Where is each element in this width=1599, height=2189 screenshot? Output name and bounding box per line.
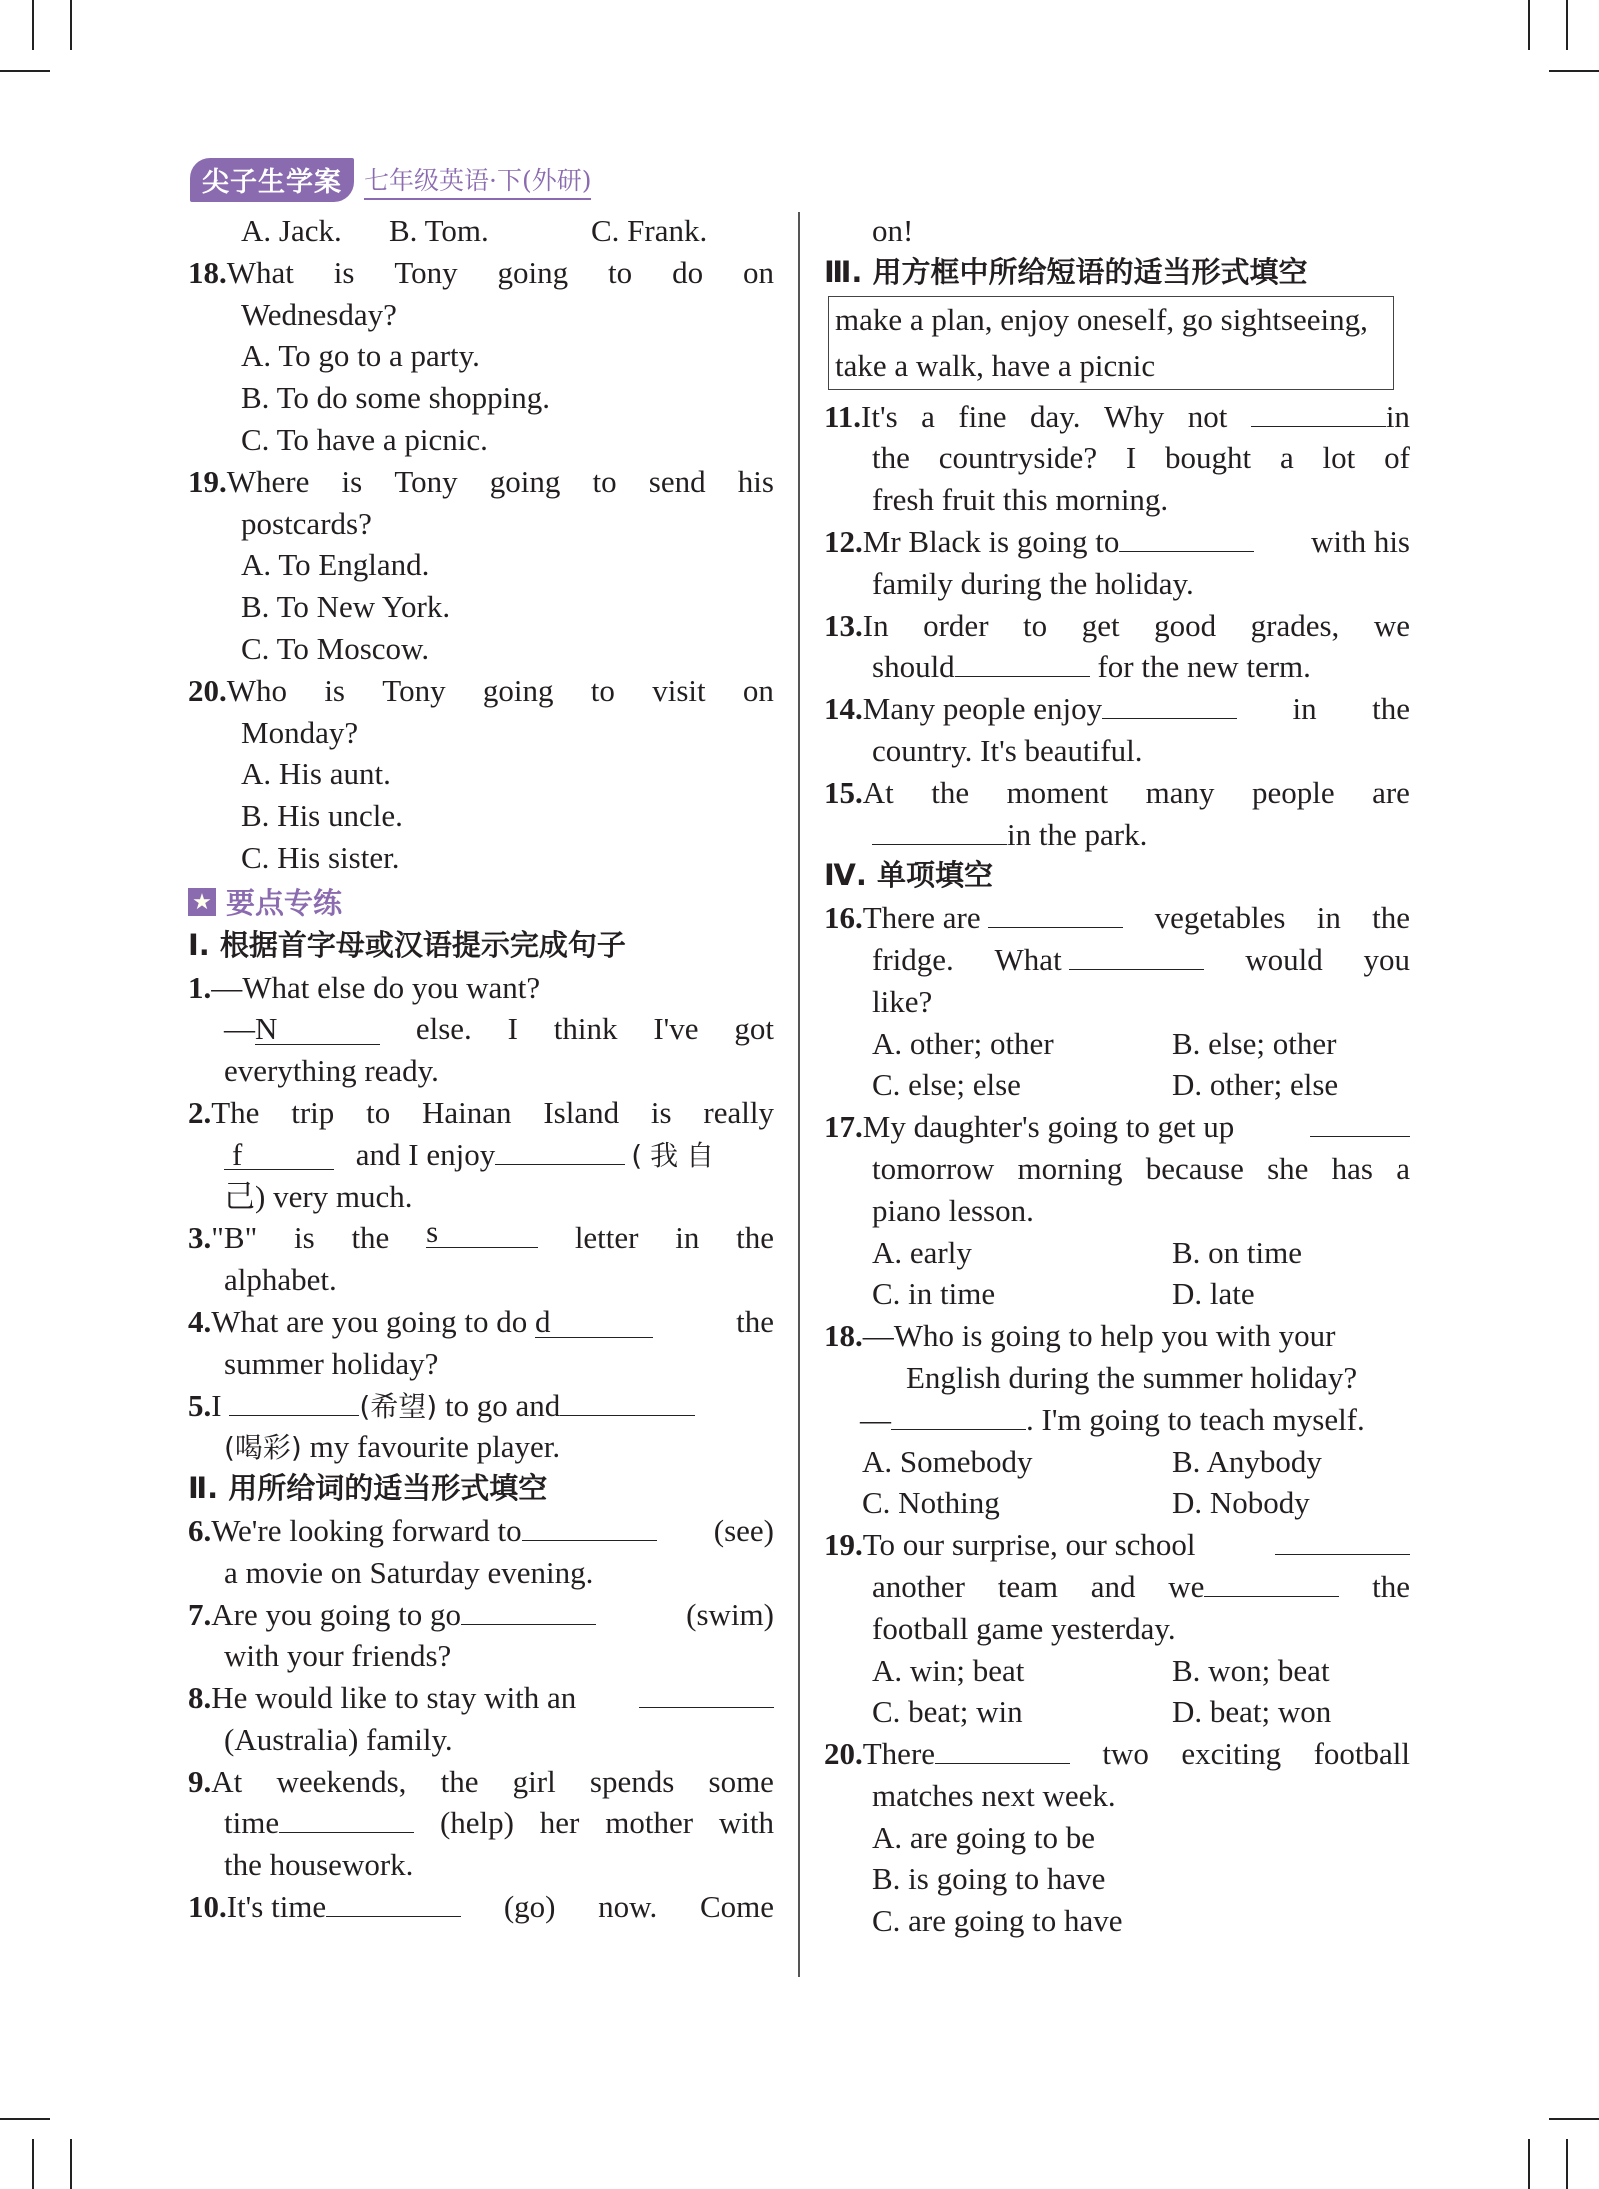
question-10: 10.It's time (go) now. Come [188,1886,774,1928]
answer-blank[interactable] [1119,521,1254,552]
text-line: the housework. [224,1847,414,1883]
text-line: with your friends? [224,1638,452,1674]
column-divider [798,212,800,1977]
phrase-box-line: take a walk, have a picnic [835,347,1156,383]
option-a: A. To England. [241,547,430,583]
text-line: football game yesterday. [872,1610,1176,1646]
question-13-line2: should for the new term. [824,646,1410,688]
text-line: matches next week. [872,1777,1116,1813]
question-16: 16.There are vegetables in the [824,897,1410,939]
answer-blank[interactable] [326,1886,461,1917]
options-row: C. else; else D. other; else [872,1067,1339,1103]
question-20: 20.Who is Tony going to visit on [188,672,774,708]
answer-blank[interactable] [495,1134,625,1165]
left-column [188,210,774,1928]
question-20: 20.There two exciting football [824,1733,1410,1775]
text-line: like? [872,983,933,1019]
question-14: 14.Many people enjoy in the [824,688,1410,730]
answer-blank[interactable] [1275,1524,1410,1555]
question-4: 4.What are you going to do d the [188,1303,774,1339]
question-9-line2: time (help) her mother with [188,1802,774,1844]
q17-options: A. Jack. B. Tom. C. Frank. [241,213,708,248]
text-line: postcards? [241,505,372,541]
answer-blank[interactable]: d [535,1307,653,1338]
question-9: 9.At weekends, the girl spends some [188,1763,774,1799]
crop-mark [70,0,72,50]
text-line: a movie on Saturday evening. [224,1554,594,1590]
section-2-title: Ⅱ. 用所给词的适当形式填空 [188,1471,548,1506]
question-19-line2: another team and we the [824,1566,1410,1608]
crop-mark [0,70,50,72]
option-c: C. His sister. [241,839,400,875]
text-line: alphabet. [224,1262,337,1298]
crop-mark [1549,2118,1599,2120]
options-row: C. in time D. late [872,1276,1255,1312]
option-b: B. His uncle. [241,798,403,834]
answer-blank[interactable] [279,1802,414,1833]
options-row: A. other; other B. else; other [872,1025,1337,1061]
question-16-line2: fridge. What would you [824,939,1410,981]
question-18: 18.—Who is going to help you with your [824,1318,1336,1354]
crop-mark [1566,2139,1568,2189]
question-3: 3."B" is the s letter in the [188,1214,774,1256]
crop-mark [1528,0,1530,50]
answer-blank[interactable] [891,1399,1026,1430]
section-3-title: Ⅲ. 用方框中所给短语的适当形式填空 [824,254,1308,289]
question-17: 17.My daughter's going to get up [824,1106,1410,1148]
question-8: 8.He would like to stay with an [188,1677,774,1719]
question-15: 15.At the moment many people are [824,774,1410,810]
text-line: 己) very much. [224,1178,413,1214]
answer-blank[interactable] [988,897,1123,928]
answer-blank[interactable] [1069,939,1204,970]
option-b: B. To New York. [241,589,451,625]
option-a: A. are going to be [872,1819,1095,1855]
text-line: fresh fruit this morning. [872,482,1169,518]
right-column [824,210,1410,1942]
answer-blank[interactable] [229,1385,359,1416]
answer-blank[interactable] [955,646,1090,677]
crop-mark [32,0,34,50]
option-c: C. To have a picnic. [241,421,488,457]
answer-blank[interactable]: N [255,1014,380,1045]
question-5-line2: (喝彩) my favourite player. [224,1429,561,1465]
answer-blank[interactable] [1251,396,1386,427]
answer-blank[interactable] [1102,688,1237,719]
text-line: piano lesson. [872,1192,1034,1228]
answer-blank[interactable]: s [426,1217,538,1248]
text-line: Monday? [241,714,359,750]
option-c: C. are going to have [872,1903,1123,1939]
question-2: 2.The trip to Hainan Island is really [188,1094,774,1130]
crop-mark [1549,70,1599,72]
question-13: 13.In order to get good grades, we [824,607,1410,643]
question-18-answer-line: — . I'm going to teach myself. [824,1399,1410,1441]
text-line: everything ready. [224,1053,439,1089]
options-row: C. Nothing D. Nobody [862,1485,1310,1521]
text-line: on! [872,213,914,248]
options-row: C. beat; win D. beat; won [872,1694,1332,1730]
option-c: C. To Moscow. [241,630,430,666]
option-a: A. His aunt. [241,756,391,792]
option-a: A. To go to a party. [241,338,480,374]
question-19: 19.To our surprise, our school [824,1524,1410,1566]
answer-blank[interactable] [461,1594,596,1625]
answer-blank[interactable] [639,1677,774,1708]
phrase-box-line: make a plan, enjoy oneself, go sightseeing, [835,301,1368,337]
answer-blank[interactable] [872,814,1007,845]
book-subtitle: 七年级英语·下(外研) [364,161,591,200]
phrase-box [828,296,1394,390]
crop-mark [70,2139,72,2189]
star-icon: ★ [188,888,216,916]
answer-blank[interactable] [560,1385,695,1416]
answer-blank[interactable] [935,1733,1070,1764]
question-18: 18.What is Tony going to do on [188,254,774,290]
text-line: English during the summer holiday? [906,1359,1358,1395]
question-17-line2: tomorrow morning because she has a [872,1150,1410,1186]
question-2-line2: f and I enjoy (我自 [188,1134,774,1176]
crop-mark [1566,0,1568,50]
options-row: A. win; beat B. won; beat [872,1652,1330,1688]
question-5: 5.I (希望) to go and [188,1385,774,1427]
crop-mark [0,2118,50,2120]
question-15-line2: in the park. [824,814,1410,856]
question-12: 12.Mr Black is going to with his [824,521,1410,563]
question-11: 11.It's a fine day. Why not in [824,396,1410,438]
question-6: 6.We're looking forward to (see) [188,1510,774,1552]
question-7: 7.Are you going to go (swim) [188,1594,774,1636]
question-1: 1.—What else do you want? [188,969,541,1005]
text-line: (Australia) family. [224,1721,453,1757]
answer-blank[interactable] [522,1510,657,1541]
question-19: 19.Where is Tony going to send his [188,463,774,499]
brand-badge: 尖子生学案 [190,158,354,202]
option-b: B. To do some shopping. [241,380,551,416]
key-practice-heading: ★ 要点专练 [188,879,774,925]
crop-mark [1528,2139,1530,2189]
answer-blank[interactable] [1310,1106,1410,1137]
options-row: A. early B. on time [872,1234,1303,1270]
answer-blank[interactable] [1204,1566,1339,1597]
question-11-line2: the countryside? I bought a lot of [872,440,1410,476]
section-1-title: Ⅰ. 根据首字母或汉语提示完成句子 [188,927,626,962]
option-b: B. is going to have [872,1861,1106,1897]
answer-blank[interactable]: f [224,1140,334,1170]
text-line: summer holiday? [224,1345,439,1381]
crop-mark [32,2139,34,2189]
text-line: family during the holiday. [872,565,1194,601]
question-1-line2: —N else. I think I've got [224,1011,774,1047]
page-header [190,160,591,200]
text-line: country. It's beautiful. [872,732,1143,768]
text-line: Wednesday? [241,296,397,332]
section-4-title: Ⅳ. 单项填空 [824,858,993,893]
options-row: A. Somebody B. Anybody [862,1443,1322,1479]
